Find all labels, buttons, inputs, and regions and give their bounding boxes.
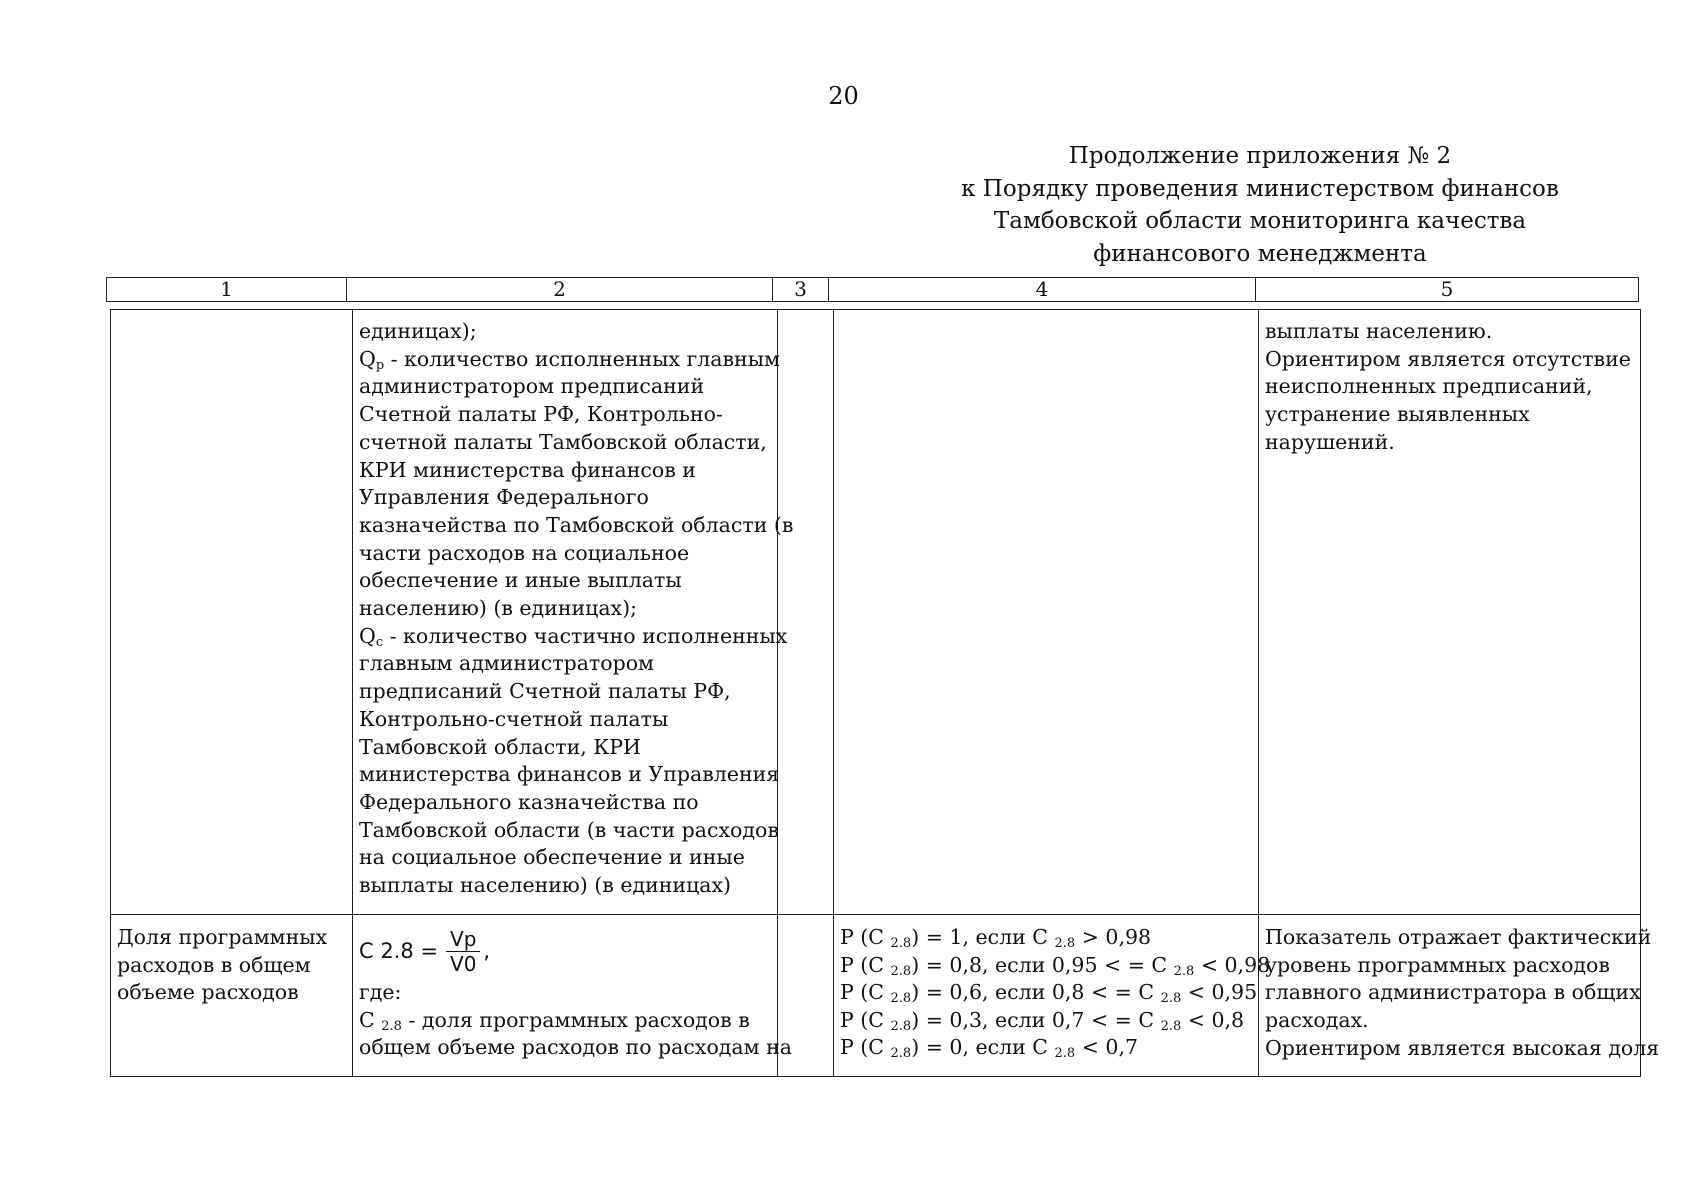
text-line: администратором предписаний — [359, 374, 705, 399]
text-line: где: — [359, 980, 402, 1004]
comment-cell — [1259, 310, 1641, 915]
text-line: КРИ министерства финансов и — [359, 457, 696, 482]
column-number: 1 — [107, 278, 347, 302]
comment-cell — [1259, 915, 1660, 1077]
text-line: Счетной палаты РФ, Контрольно- — [359, 402, 723, 427]
text-line: $Q_с$ - количество частично исполненных — [359, 623, 788, 650]
scoring-cell — [834, 915, 1271, 1077]
formula — [359, 924, 769, 979]
text-line: Контрольно-счетной палаты — [359, 706, 669, 731]
calculation-text — [359, 979, 792, 1062]
text-line: общем объеме расходов по расходам на — [359, 1035, 792, 1060]
indicator-table — [110, 309, 1660, 1077]
text-line: министерства финансов и Управления — [359, 762, 780, 787]
text-line: Доля программных — [117, 925, 328, 949]
text-line: объеме расходов — [117, 980, 299, 1005]
text-line: Тамбовской области (в части расходов — [359, 817, 779, 842]
column-number: 4 — [829, 278, 1256, 302]
formula-denominator: V0 — [450, 952, 477, 976]
table-row — [111, 310, 1641, 915]
text-line: P (C $_{2.8}$) = 1, если C $_{2.8}$ > 0,98 — [840, 925, 1152, 951]
text-line: части расходов на социальное — [359, 540, 690, 565]
text-line: предписаний Счетной палаты РФ, — [359, 679, 731, 704]
scoring-conditions — [840, 924, 1271, 1062]
calculation-text — [359, 318, 794, 900]
formula-lhs: C 2.8 = — [359, 938, 439, 963]
text-line: Показатель отражает фактический — [1265, 925, 1652, 949]
text-line: главным администратором — [359, 651, 655, 676]
text-line: обеспечение и иные выплаты — [359, 568, 682, 593]
text-line: Ориентиром является высокая доля — [1265, 1035, 1660, 1060]
appendix-header-line: Тамбовской области мониторинга качества — [993, 208, 1527, 234]
text-line: P (C $_{2.8}$) = 0,6, если 0,8 < = C $_{2.8}$ < 0,95 — [840, 980, 1258, 1006]
text-line: уровень программных расходов — [1265, 952, 1610, 977]
calculation-cell — [353, 915, 792, 1077]
appendix-header-line: финансового менеджмента — [1093, 240, 1427, 267]
column-number: 5 — [1256, 278, 1639, 302]
appendix-header-line: к Порядку проведения министерством финансов — [961, 175, 1559, 202]
indicator-name-cell — [111, 915, 353, 1077]
text-line: казначейства по Тамбовской области (в — [359, 512, 794, 537]
indicator-name-text — [117, 924, 344, 1007]
comment-text — [1265, 924, 1660, 1063]
text-line: С $_{2.8}$ - доля программных расходов в — [359, 1007, 750, 1034]
text-line: главного администратора в общих — [1265, 980, 1641, 1005]
table-row — [111, 915, 1641, 1077]
indicator-name-cell — [111, 310, 353, 915]
unit-cell — [778, 310, 834, 915]
text-line: Управления Федерального — [359, 485, 649, 510]
column-number: 3 — [773, 278, 829, 302]
text-line: счетной палаты Тамбовской области, — [359, 429, 767, 454]
text-line: населению) (в единицах); — [359, 596, 638, 621]
text-line: Тамбовской области, КРИ — [359, 734, 641, 759]
text-line: выплаты населению. — [1265, 319, 1493, 343]
text-line: на социальное обеспечение и иные — [359, 845, 745, 870]
text-line: $Q_р$ - количество исполненных главным — [359, 346, 780, 373]
formula-tail: , — [483, 938, 491, 963]
text-line: неисполненных предписаний, — [1265, 374, 1593, 399]
text-line: P (C $_{2.8}$) = 0, если C $_{2.8}$ < 0,7 — [840, 1035, 1139, 1061]
page-number: 20 — [828, 82, 859, 110]
column-number-header — [106, 277, 1639, 302]
text-line: Федерального казначейства по — [359, 789, 699, 814]
comment-text — [1265, 318, 1632, 457]
appendix-header — [940, 140, 1580, 270]
formula-numerator: Vp — [446, 927, 480, 952]
appendix-header-line: Продолжение приложения № 2 — [1068, 143, 1452, 169]
text-line: Ориентиром является отсутствие — [1265, 346, 1631, 371]
text-line: устранение выявленных — [1265, 402, 1530, 427]
text-line: расходах. — [1265, 1008, 1369, 1033]
formula-fraction — [446, 927, 480, 976]
text-line: P (C $_{2.8}$) = 0,3, если 0,7 < = C $_{2.8}$ < 0,8 — [840, 1007, 1245, 1034]
text-line: P (C $_{2.8}$) = 0,8, если 0,95 < = C $_{2.8}$ < 0,98 — [840, 952, 1271, 979]
column-number: 2 — [347, 278, 773, 302]
text-line: расходов в общем — [117, 952, 311, 977]
calculation-cell — [353, 310, 794, 915]
text-line: выплаты населению) (в единицах) — [359, 873, 732, 898]
scoring-cell — [834, 310, 1259, 915]
column-number-row — [107, 278, 1639, 302]
text-line: единицах); — [359, 319, 477, 343]
text-line: нарушений. — [1265, 429, 1395, 454]
